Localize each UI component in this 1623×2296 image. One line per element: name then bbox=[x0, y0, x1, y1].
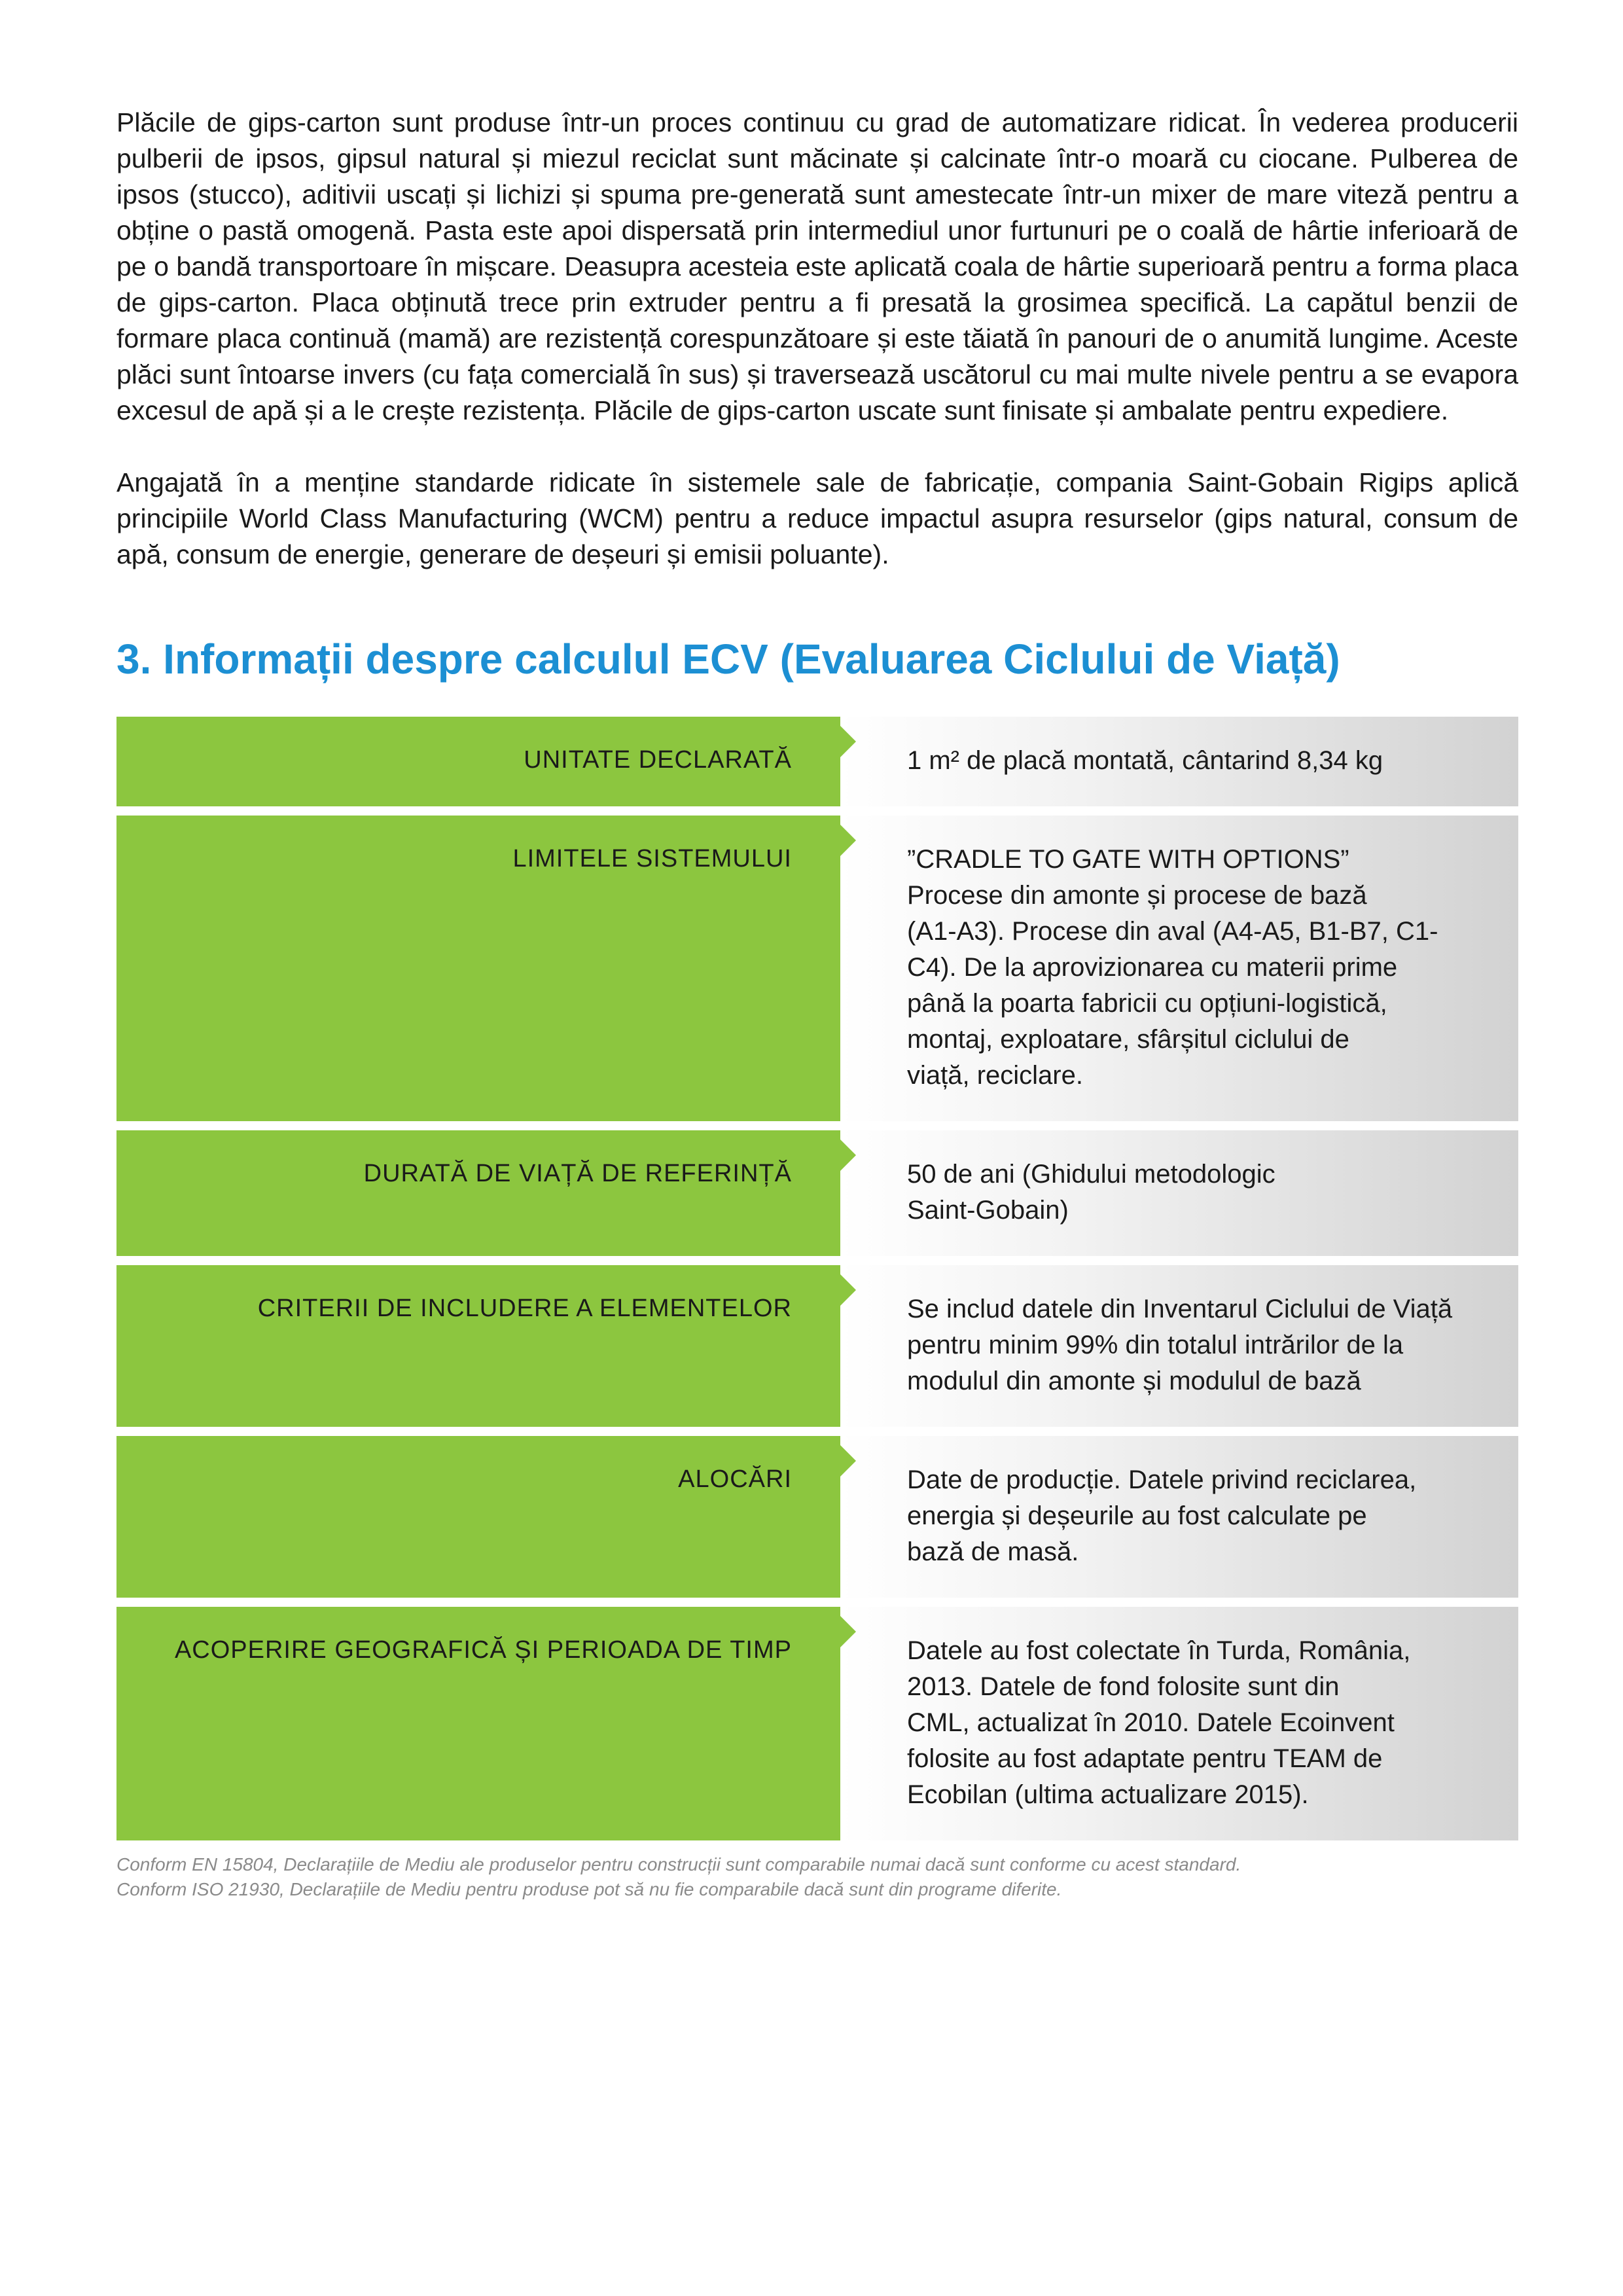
row-value-cell bbox=[840, 717, 1518, 806]
row-value-cell bbox=[840, 1130, 1518, 1256]
row-value-line: Ecobilan (ultima actualizare 2015). bbox=[907, 1780, 1309, 1809]
row-label-cell bbox=[116, 1265, 840, 1427]
row-value-line: CML, actualizat în 2010. Datele Ecoinvent bbox=[907, 1708, 1395, 1737]
row-value-line: Procese din amonte și procese de bază bbox=[907, 881, 1367, 910]
table-row bbox=[116, 1265, 1518, 1427]
row-label: ACOPERIRE GEOGRAFICĂ ȘI PERIOADA DE TIMP bbox=[174, 1636, 792, 1664]
row-label: UNITATE DECLARATĂ bbox=[524, 746, 792, 774]
row-value-line: Saint-Gobain) bbox=[907, 1196, 1069, 1225]
row-value-cell bbox=[840, 1436, 1518, 1598]
row-label-cell bbox=[116, 1436, 840, 1598]
row-value-line: (A1-A3). Procese din aval (A4-A5, B1-B7, C1- bbox=[907, 917, 1438, 946]
intro-paragraph-manufacturing: Plăcile de gips-carton sunt produse într-un proces continuu cu grad de automatizare ridicat. În vederea producerii pulberii de ipsos, gipsul natural și miezul reciclat sunt măcinate și calcinate într-o moară cu ciocane. Pulberea de ipsos (stucco), aditivii uscați și lichizi și spuma pre-generată sunt amestecate într-un mixer de mare viteză pentru a obține o pastă omogenă. Pasta este apoi dispersată prin intermediul unor furtunuri pe o coală de hârtie inferioară de pe o bandă transportoare în mișcare. Deasupra acesteia este aplicată coala de hârtie superioară pentru a forma placa de gips-carton. Placa obținută trece prin extruder pentru a fi presată la grosimea specifică. La capătul benzii de formare placa continuă (mamă) are rezistență corespunzătoare și este tăiată în panouri de o anumită lungime. Aceste plăci sunt întoarse invers (cu fața comercială în sus) și traversează uscătorul cu mai multe nivele pentru a se evapora excesul de apă și a le crește rezistența. Plăcile de gips-carton uscate sunt finisate și ambalate pentru expediere. bbox=[116, 107, 1518, 425]
arrow-right-icon bbox=[840, 1445, 856, 1477]
row-value-cell bbox=[840, 1607, 1518, 1840]
row-value-line: C4). De la aprovizionarea cu materii prime bbox=[907, 953, 1398, 982]
table-row bbox=[116, 1607, 1518, 1840]
page-content bbox=[116, 105, 1518, 1902]
row-value-line: modulul din amonte și modulul de bază bbox=[907, 1367, 1361, 1395]
row-label-cell bbox=[116, 1607, 840, 1840]
row-label-cell bbox=[116, 717, 840, 806]
row-value-cell bbox=[840, 816, 1518, 1121]
footnote-iso21930: Conform ISO 21930, Declarațiile de Mediu pentru produse pot să nu fie comparabile dacă sunt din programe diferite. bbox=[116, 1879, 1062, 1899]
footnote-en15804: Conform EN 15804, Declarațiile de Mediu ale produselor pentru construcții sunt comparabile numai dacă sunt conforme cu acest standard. bbox=[116, 1854, 1241, 1874]
arrow-right-icon bbox=[840, 1139, 856, 1171]
row-label-cell bbox=[116, 816, 840, 1121]
lca-info-table bbox=[116, 717, 1518, 1840]
row-label-cell bbox=[116, 1130, 840, 1256]
arrow-right-icon bbox=[840, 1274, 856, 1306]
row-value-line: 2013. Datele de fond folosite sunt din bbox=[907, 1672, 1340, 1701]
row-value-cell bbox=[840, 1265, 1518, 1427]
row-value-line: viață, reciclare. bbox=[907, 1061, 1083, 1090]
table-row bbox=[116, 1436, 1518, 1598]
arrow-right-icon bbox=[840, 1616, 856, 1647]
row-value-line: Date de producție. Datele privind reciclarea, bbox=[907, 1465, 1417, 1494]
table-row bbox=[116, 717, 1518, 806]
row-label: LIMITELE SISTEMULUI bbox=[512, 845, 792, 872]
section-title: 3. Informații despre calculul ECV (Evaluarea Ciclului de Viață) bbox=[116, 636, 1340, 683]
table-row bbox=[116, 816, 1518, 1121]
row-value-line: Se includ datele din Inventarul Ciclului de Viață bbox=[907, 1295, 1453, 1323]
row-value-line: 50 de ani (Ghidului metodologic bbox=[907, 1160, 1275, 1189]
row-label: ALOCĂRI bbox=[678, 1465, 792, 1493]
row-value-line: energia și deșeurile au fost calculate pe bbox=[907, 1501, 1367, 1530]
row-label: DURATĂ DE VIAȚĂ DE REFERINȚĂ bbox=[363, 1160, 792, 1187]
arrow-right-icon bbox=[840, 825, 856, 856]
row-value-line: pentru minim 99% din totalul intrărilor de la bbox=[907, 1331, 1404, 1359]
table-row bbox=[116, 1130, 1518, 1256]
row-value-line: 1 m² de placă montată, cântarind 8,34 kg bbox=[907, 746, 1383, 775]
footnotes bbox=[116, 1852, 1518, 1902]
row-value-line: bază de masă. bbox=[907, 1537, 1079, 1566]
row-value-line: folosite au fost adaptate pentru TEAM de bbox=[907, 1744, 1383, 1773]
arrow-right-icon bbox=[840, 726, 856, 757]
row-value-line: montaj, exploatare, sfârșitul ciclului de bbox=[907, 1025, 1349, 1054]
row-value-line: ”CRADLE TO GATE WITH OPTIONS” bbox=[907, 845, 1349, 874]
row-value-line: Datele au fost colectate în Turda, România, bbox=[907, 1636, 1411, 1665]
row-label: CRITERII DE INCLUDERE A ELEMENTELOR bbox=[257, 1295, 792, 1322]
row-value-line: până la poarta fabricii cu opțiuni-logistică, bbox=[907, 989, 1387, 1018]
intro-paragraph-wcm: Angajată în a menține standarde ridicate în sistemele sale de fabricație, compania Saint-Gobain Rigips aplică principiile World Class Manufacturing (WCM) pentru a reduce impactul asupra resurselor (gips natural, consum de apă, consum de energie, generare de deșeuri și emisii poluante). bbox=[116, 467, 1518, 569]
